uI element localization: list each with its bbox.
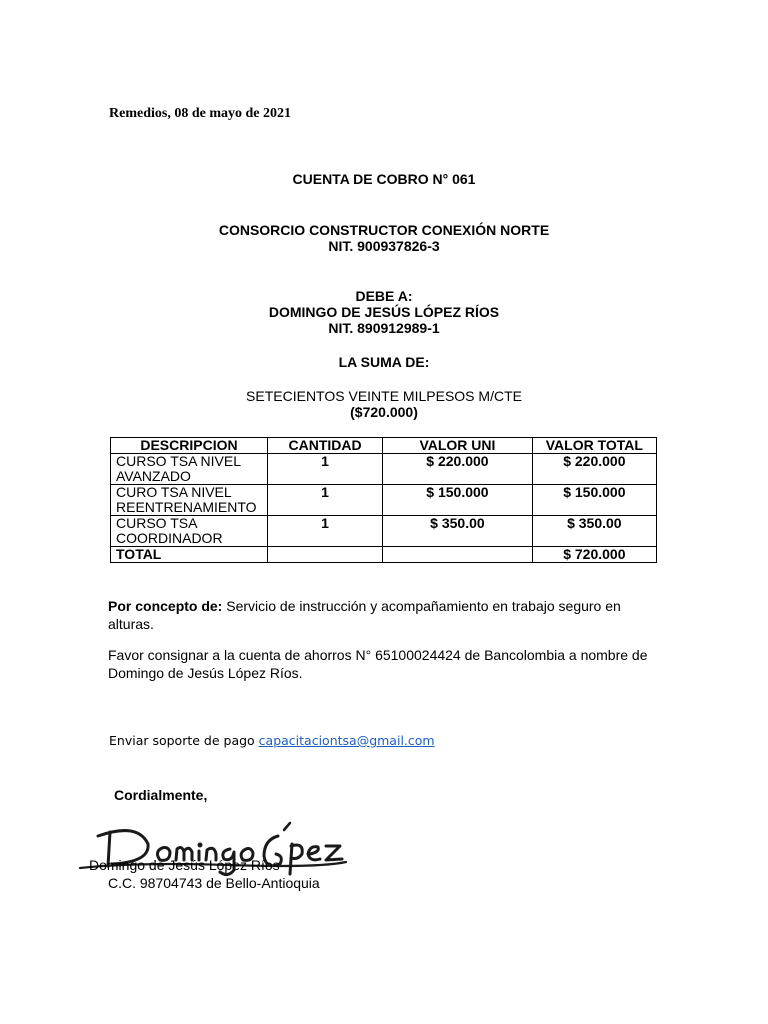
email-link[interactable]: capacitaciontsa@gmail.com bbox=[258, 733, 435, 748]
row-quantity: 1 bbox=[267, 454, 382, 485]
row-total-value: $ 150.000 bbox=[532, 485, 656, 516]
signer-name: Domingo de Jesús López Ríos bbox=[89, 857, 280, 873]
payer-nit: NIT. 900937826-3 bbox=[328, 238, 440, 254]
creditor-name: DOMINGO DE JESÚS LÓPEZ RÍOS bbox=[268, 304, 500, 320]
send-receipt-label: Enviar soporte de pago bbox=[109, 733, 259, 748]
payer-name: CONSORCIO CONSTRUCTOR CONEXIÓN NORTE bbox=[218, 222, 550, 238]
row-description: CURSO TSA NIVEL AVANZADO bbox=[111, 454, 268, 485]
row-description: CURO TSA NIVEL REENTRENAMIENTO bbox=[111, 485, 268, 516]
table-row bbox=[111, 516, 657, 547]
signer-id: C.C. 98704743 de Bello-Antioquia bbox=[108, 875, 320, 891]
header-valor-total: VALOR TOTAL bbox=[532, 438, 656, 454]
amount-number: ($720.000) bbox=[350, 404, 418, 420]
closing: Cordialmente, bbox=[114, 787, 208, 803]
row-unit-value: $ 150.000 bbox=[383, 485, 533, 516]
table-header-row bbox=[111, 438, 657, 454]
concept-label: Por concepto de: bbox=[108, 598, 223, 614]
header-cantidad: CANTIDAD bbox=[267, 438, 382, 454]
concept-paragraph bbox=[108, 597, 648, 633]
row-quantity: 1 bbox=[267, 485, 382, 516]
total-empty-cell bbox=[383, 547, 533, 563]
send-receipt-line bbox=[109, 733, 435, 748]
creditor-nit: NIT. 890912989-1 bbox=[328, 320, 440, 336]
row-quantity: 1 bbox=[267, 516, 382, 547]
debe-label: DEBE A: bbox=[355, 288, 413, 304]
row-description: CURSO TSA COORDINADOR bbox=[111, 516, 268, 547]
header-valor-uni: VALOR UNI bbox=[383, 438, 533, 454]
row-total-value: $ 220.000 bbox=[532, 454, 656, 485]
invoice-table bbox=[110, 437, 657, 563]
table-row bbox=[111, 485, 657, 516]
total-label: TOTAL bbox=[111, 547, 268, 563]
total-empty-cell bbox=[267, 547, 382, 563]
header-descripcion: DESCRIPCION bbox=[111, 438, 268, 454]
amount-words: SETECIENTOS VEINTE MILPESOS M/CTE bbox=[246, 388, 522, 404]
suma-label: LA SUMA DE: bbox=[338, 354, 430, 370]
concept-text: Servicio de instrucción y acompañamiento en trabajo seguro en alturas. bbox=[108, 598, 621, 632]
date-line: Remedios, 08 de mayo de 2021 bbox=[109, 106, 291, 121]
document-title: CUENTA DE COBRO N° 061 bbox=[292, 171, 476, 187]
row-unit-value: $ 220.000 bbox=[383, 454, 533, 485]
table-total-row bbox=[111, 547, 657, 563]
table-row bbox=[111, 454, 657, 485]
payment-instructions: Favor consignar a la cuenta de ahorros N° 65100024424 de Bancolombia a nombre de Domingo de Jesús López Ríos. bbox=[108, 647, 648, 681]
row-unit-value: $ 350.00 bbox=[383, 516, 533, 547]
row-total-value: $ 350.00 bbox=[532, 516, 656, 547]
total-value: $ 720.000 bbox=[532, 547, 656, 563]
